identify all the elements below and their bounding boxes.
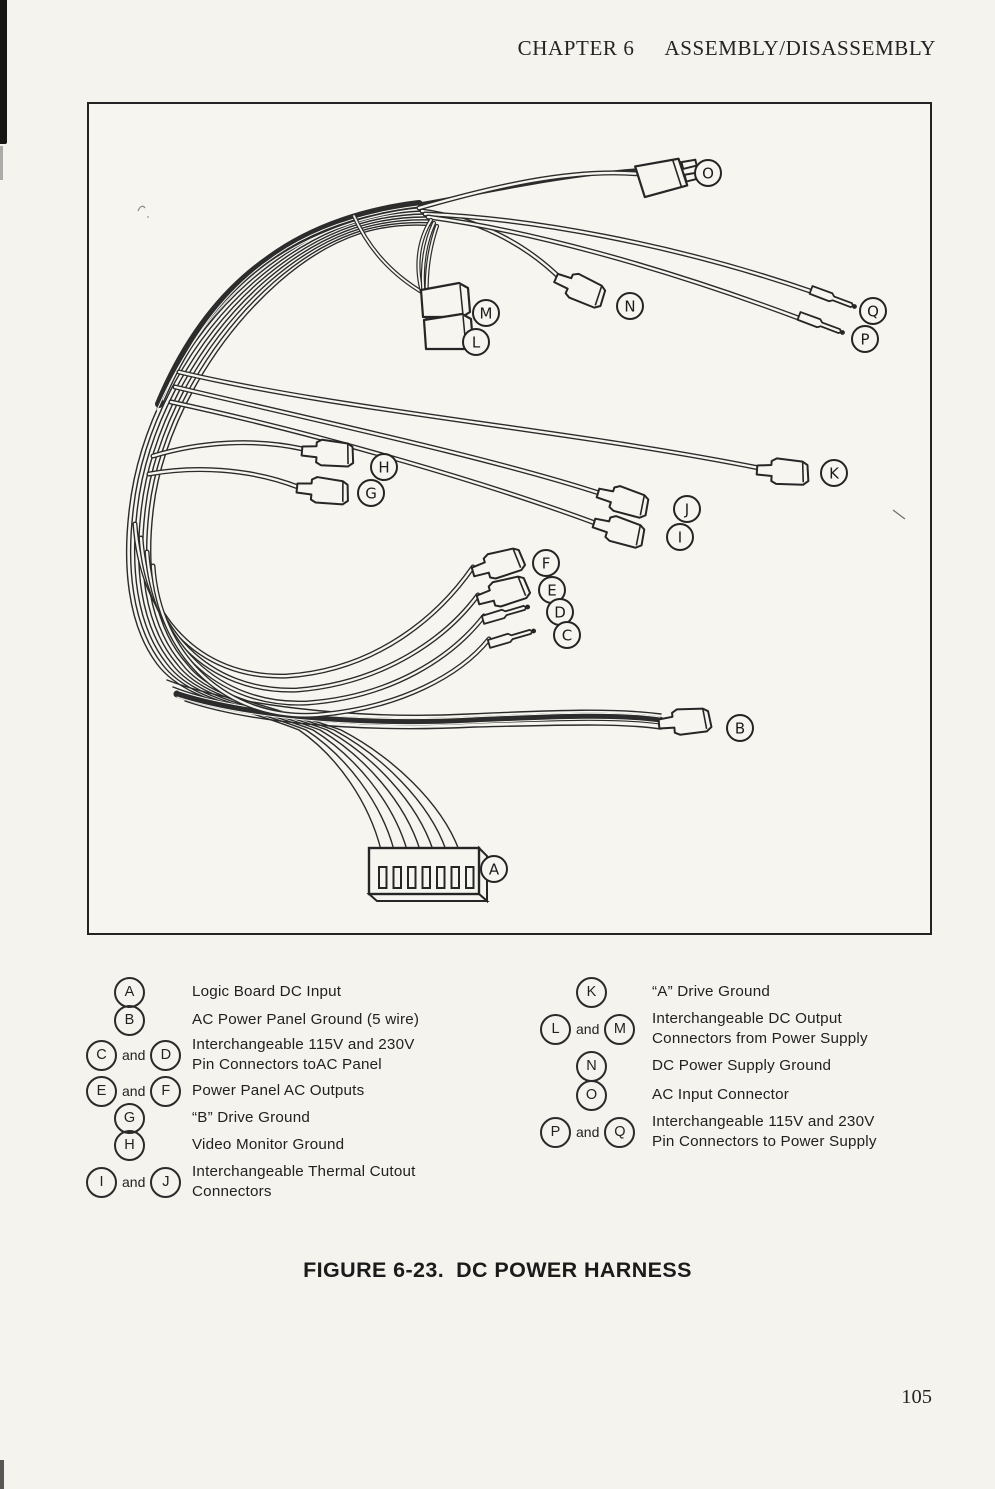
bundle-dark-band: [157, 170, 660, 725]
legend-key-C: C: [86, 1040, 117, 1071]
legend-key-Q: Q: [604, 1117, 635, 1148]
legend-key-D: D: [150, 1040, 181, 1071]
legend-description: [652, 1056, 831, 1076]
scan-artifact-left-edge: [0, 146, 3, 180]
svg-text:B: B: [734, 719, 746, 738]
legend-keys: [84, 1167, 192, 1198]
diagram-label-B: [727, 715, 753, 741]
legend-key-M: M: [604, 1014, 635, 1045]
legend-keys: [538, 1014, 652, 1045]
legend-desc-line: Logic Board DC Input: [192, 983, 342, 1000]
legend-row-H: [84, 1131, 524, 1159]
legend-column-left: [84, 977, 524, 1205]
connector-O: [635, 152, 701, 198]
connector-G: [296, 475, 350, 506]
chapter-title: ASSEMBLY/DISASSEMBLY: [664, 36, 936, 60]
diagram-label-J: [674, 496, 700, 522]
diagram-label-D: [547, 599, 573, 625]
legend-description: [192, 982, 341, 1002]
legend-key-P: P: [540, 1117, 571, 1148]
legend-key-O: O: [576, 1080, 607, 1111]
diagram-label-F: [533, 550, 559, 576]
legend-description: [192, 1162, 416, 1202]
legend-keys: [84, 1130, 192, 1161]
harness-diagram-svg: [89, 104, 930, 933]
diagram-label-G: [358, 480, 384, 506]
legend-row-G: [84, 1105, 524, 1131]
legend-row-B: [84, 1007, 524, 1033]
legend-row-O: [538, 1081, 978, 1109]
chapter-number: CHAPTER 6: [517, 36, 635, 60]
diagram-label-M: [473, 300, 499, 326]
connector-M: [421, 283, 470, 317]
legend-desc-line: “A” Drive Ground: [652, 983, 770, 1000]
connector-A: [369, 848, 487, 901]
svg-text:F: F: [541, 554, 551, 573]
legend-desc-line: Interchangeable 115V and 230V: [192, 1036, 415, 1053]
svg-text:D: D: [554, 603, 566, 622]
legend-description: [652, 1009, 868, 1049]
figure-caption-title: DC POWER HARNESS: [456, 1258, 692, 1282]
legend-desc-line: Power Panel AC Outputs: [192, 1082, 365, 1099]
legend-keys: [538, 1051, 652, 1082]
diagram-label-O: [695, 160, 721, 186]
svg-text:C: C: [561, 626, 573, 645]
figure-caption-number: FIGURE 6-23.: [303, 1258, 445, 1282]
svg-text:H: H: [378, 458, 390, 477]
legend-desc-line: Connectors from Power Supply: [652, 1030, 868, 1047]
svg-text:P: P: [860, 330, 870, 349]
legend-column-right: [538, 977, 978, 1155]
legend-key-K: K: [576, 977, 607, 1008]
diagram-label-I: [667, 524, 693, 550]
svg-text:L: L: [471, 333, 481, 352]
svg-text:Q: Q: [867, 302, 879, 321]
legend-joiner: and: [122, 1174, 146, 1190]
legend-row-EF: [84, 1077, 524, 1105]
scan-artifact-bottom-left: [0, 1460, 4, 1489]
legend-description: [192, 1010, 419, 1030]
legend-joiner: and: [122, 1083, 146, 1099]
legend-desc-line: AC Input Connector: [652, 1086, 789, 1103]
legend-desc-line: DC Power Supply Ground: [652, 1057, 832, 1074]
connector-J: [594, 481, 651, 521]
legend-key-I: I: [86, 1167, 117, 1198]
legend-description: [652, 1112, 877, 1152]
legend-row-CD: [84, 1033, 524, 1077]
connector-P: [798, 312, 847, 338]
connector-C: [488, 626, 537, 648]
legend-keys: [538, 1080, 652, 1111]
legend-key-H: H: [114, 1130, 145, 1161]
legend-row-IJ: [84, 1159, 524, 1205]
svg-text:J: J: [684, 500, 690, 519]
svg-text:O: O: [702, 164, 714, 183]
legend-joiner: and: [122, 1047, 146, 1063]
harness-trunk-bundle: [127, 208, 661, 850]
legend-description: [192, 1035, 415, 1075]
figure-caption: [0, 1258, 995, 1283]
legend-desc-line: Interchangeable Thermal Cutout: [192, 1163, 416, 1180]
legend-keys: [84, 1005, 192, 1036]
legend-desc-line: Video Monitor Ground: [192, 1136, 345, 1153]
diagram-label-L: [463, 329, 489, 355]
harness-branch-wires: [135, 173, 813, 715]
legend-key-L: L: [540, 1014, 571, 1045]
legend-description: [192, 1108, 310, 1128]
connector-K: [756, 457, 810, 486]
svg-text:E: E: [547, 581, 557, 600]
legend-key-E: E: [86, 1076, 117, 1107]
scan-artifact-top-left: [0, 0, 7, 144]
legend-key-A: A: [114, 977, 145, 1008]
legend-desc-line: Interchangeable 115V and 230V: [652, 1113, 875, 1130]
diagram-label-P: [852, 326, 878, 352]
diagram-label-K: [821, 460, 847, 486]
legend-row-PQ: [538, 1109, 978, 1155]
legend-row-N: [538, 1051, 978, 1081]
diagram-label-N: [617, 293, 643, 319]
svg-text:N: N: [624, 297, 636, 316]
legend-key-B: B: [114, 1005, 145, 1036]
legend-keys: [538, 977, 652, 1008]
connector-H: [301, 438, 355, 468]
connector-Q: [810, 286, 859, 312]
legend-key-G: G: [114, 1103, 145, 1134]
legend-keys: [84, 1040, 192, 1071]
legend-desc-line: Interchangeable DC Output: [652, 1010, 842, 1027]
legend-row-LM: [538, 1007, 978, 1051]
svg-text:G: G: [365, 484, 377, 503]
svg-text:M: M: [479, 304, 493, 323]
legend-desc-line: Connectors: [192, 1183, 272, 1200]
legend-description: [192, 1081, 364, 1101]
legend-desc-line: Pin Connectors to Power Supply: [652, 1133, 877, 1150]
legend-keys: [84, 977, 192, 1008]
legend-description: [192, 1135, 344, 1155]
legend-key-N: N: [576, 1051, 607, 1082]
legend-key-J: J: [150, 1167, 181, 1198]
diagram-label-A: [481, 856, 507, 882]
svg-text:K: K: [829, 464, 839, 483]
legend-joiner: and: [576, 1021, 600, 1037]
legend-desc-line: AC Power Panel Ground (5 wire): [192, 1011, 420, 1028]
legend-description: [652, 1085, 789, 1105]
connector-B: [658, 707, 712, 737]
figure-frame: [87, 102, 932, 935]
svg-text:A: A: [488, 860, 500, 879]
svg-text:I: I: [677, 528, 683, 547]
legend-row-K: [538, 977, 978, 1007]
page-number: 105: [901, 1386, 932, 1408]
chapter-header: [518, 36, 936, 61]
legend-description: [652, 982, 770, 1002]
diagram-label-Q: [860, 298, 886, 324]
connector-N: [551, 266, 609, 310]
diagram-label-H: [371, 454, 397, 480]
legend-row-A: [84, 977, 524, 1007]
diagram-label-C: [554, 622, 580, 648]
legend-joiner: and: [576, 1124, 600, 1140]
legend-desc-line: Pin Connectors toAC Panel: [192, 1056, 382, 1073]
legend-desc-line: “B” Drive Ground: [192, 1109, 310, 1126]
legend-key-F: F: [150, 1076, 181, 1107]
legend-keys: [538, 1117, 652, 1148]
